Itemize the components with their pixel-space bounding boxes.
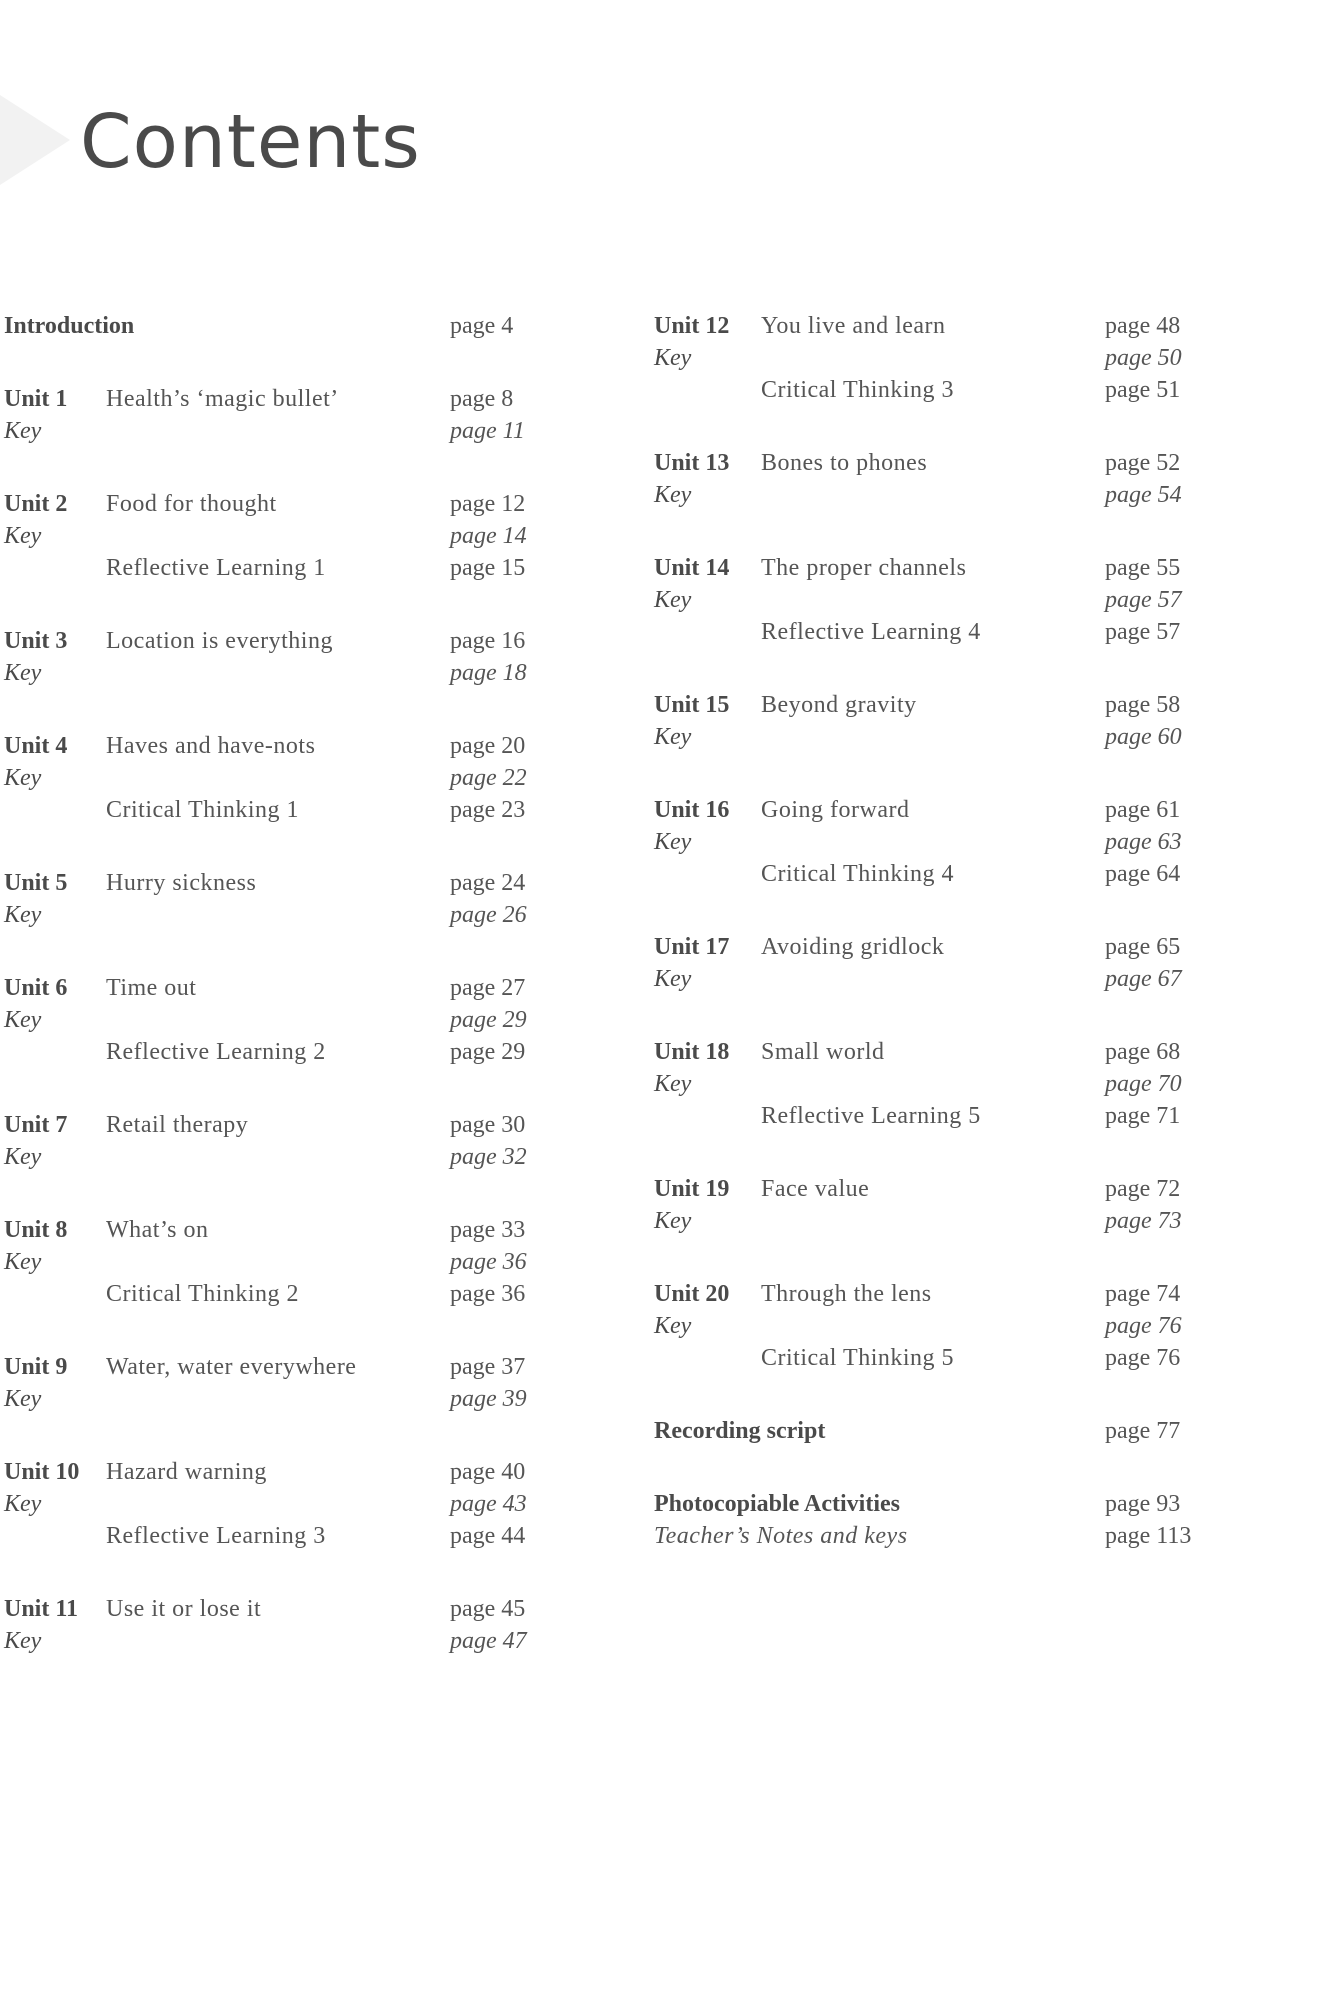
- unit-number: Unit 3: [4, 628, 68, 654]
- extra-section-page: page 29: [450, 1039, 526, 1065]
- unit-page: page 58: [1105, 692, 1181, 718]
- key-line: [4, 1004, 564, 1036]
- toc-entry-unit: [654, 931, 1214, 995]
- key-line: [4, 415, 564, 447]
- extra-section-line: [654, 858, 1214, 890]
- unit-page: page 48: [1105, 313, 1181, 339]
- key-label: Key: [654, 966, 692, 992]
- unit-page: page 74: [1105, 1281, 1181, 1307]
- unit-title: Hazard warning: [106, 1459, 267, 1485]
- key-page: page 14: [450, 523, 527, 549]
- unit-title: Going forward: [761, 797, 910, 823]
- unit-title: Avoiding gridlock: [761, 934, 945, 960]
- unit-title-line: [4, 1109, 564, 1141]
- unit-page: page 30: [450, 1112, 526, 1138]
- key-label: Key: [4, 1249, 42, 1275]
- toc-entry-unit: [654, 689, 1214, 753]
- extra-section-page: page 57: [1105, 619, 1181, 645]
- unit-number: Unit 12: [654, 313, 730, 339]
- toc-entry-unit: [4, 383, 564, 447]
- key-page: page 47: [450, 1628, 527, 1654]
- key-label: Key: [4, 1386, 42, 1412]
- key-page: page 70: [1105, 1071, 1182, 1097]
- contents-right-column: [654, 310, 1214, 1593]
- photocopiable-label: Photocopiable Activities: [654, 1491, 900, 1517]
- unit-title-line: [4, 1214, 564, 1246]
- key-label: Key: [654, 482, 692, 508]
- key-label: Key: [654, 829, 692, 855]
- unit-title-line: [4, 867, 564, 899]
- extra-section-title: Reflective Learning 3: [106, 1523, 326, 1549]
- extra-section-line: [654, 616, 1214, 648]
- key-page: page 36: [450, 1249, 527, 1275]
- unit-title: Time out: [106, 975, 197, 1001]
- unit-title-line: [654, 1036, 1214, 1068]
- toc-entry-unit: [654, 1173, 1214, 1237]
- key-line: [4, 1625, 564, 1657]
- unit-title-line: [4, 1593, 564, 1625]
- recording-script-label: Recording script: [654, 1418, 826, 1444]
- unit-title: Water, water everywhere: [106, 1354, 357, 1380]
- left-unit-list: [4, 383, 564, 1657]
- key-page: page 26: [450, 902, 527, 928]
- unit-number: Unit 4: [4, 733, 68, 759]
- key-line: [654, 479, 1214, 511]
- unit-number: Unit 18: [654, 1039, 730, 1065]
- unit-title-line: [4, 1456, 564, 1488]
- unit-title-line: [4, 488, 564, 520]
- unit-title: Face value: [761, 1176, 870, 1202]
- unit-page: page 61: [1105, 797, 1181, 823]
- unit-title: Hurry sickness: [106, 870, 257, 896]
- key-line: [654, 1310, 1214, 1342]
- unit-page: page 40: [450, 1459, 526, 1485]
- toc-entry-unit: [654, 1036, 1214, 1132]
- key-page: page 63: [1105, 829, 1182, 855]
- unit-number: Unit 10: [4, 1459, 80, 1485]
- unit-title: Haves and have-nots: [106, 733, 316, 759]
- unit-title-line: [4, 1351, 564, 1383]
- toc-entry-unit: [4, 1593, 564, 1657]
- unit-page: page 65: [1105, 934, 1181, 960]
- unit-page: page 24: [450, 870, 526, 896]
- toc-entry-unit: [4, 488, 564, 584]
- extra-section-title: Critical Thinking 2: [106, 1281, 300, 1307]
- key-label: Key: [654, 1313, 692, 1339]
- extra-section-line: [654, 1100, 1214, 1132]
- unit-title-line: [654, 447, 1214, 479]
- unit-title: Location is everything: [106, 628, 333, 654]
- key-page: page 57: [1105, 587, 1182, 613]
- unit-number: Unit 7: [4, 1112, 68, 1138]
- toc-entry-unit: [654, 1278, 1214, 1374]
- extra-section-line: [4, 794, 564, 826]
- key-label: Key: [654, 724, 692, 750]
- unit-title-line: [4, 730, 564, 762]
- key-label: Key: [4, 765, 42, 791]
- contents-left-column: [4, 310, 564, 1698]
- key-line: [654, 826, 1214, 858]
- toc-entry-unit: [654, 310, 1214, 406]
- key-label: Key: [4, 523, 42, 549]
- key-line: [654, 1068, 1214, 1100]
- key-page: page 43: [450, 1491, 527, 1517]
- key-line: [654, 342, 1214, 374]
- toc-entry-unit: [4, 1456, 564, 1552]
- key-page: page 29: [450, 1007, 527, 1033]
- key-page: page 76: [1105, 1313, 1182, 1339]
- unit-number: Unit 2: [4, 491, 68, 517]
- extra-section-title: Critical Thinking 4: [761, 861, 955, 887]
- extra-section-line: [4, 552, 564, 584]
- right-unit-list: [654, 310, 1214, 1374]
- key-label: Key: [4, 660, 42, 686]
- page-title: Contents: [80, 99, 421, 185]
- unit-title-line: [654, 552, 1214, 584]
- toc-entry-unit: [4, 1109, 564, 1173]
- extra-section-page: page 15: [450, 555, 526, 581]
- photocopiable-page: page 93: [1105, 1491, 1181, 1517]
- unit-page: page 55: [1105, 555, 1181, 581]
- key-line: [654, 721, 1214, 753]
- unit-page: page 72: [1105, 1176, 1181, 1202]
- unit-title-line: [4, 972, 564, 1004]
- extra-section-page: page 23: [450, 797, 526, 823]
- unit-page: page 8: [450, 386, 514, 412]
- key-line: [654, 584, 1214, 616]
- unit-title-line: [654, 689, 1214, 721]
- key-page: page 50: [1105, 345, 1182, 371]
- key-line: [4, 657, 564, 689]
- unit-title: Through the lens: [761, 1281, 932, 1307]
- unit-title-line: [654, 1278, 1214, 1310]
- extra-section-title: Reflective Learning 4: [761, 619, 981, 645]
- unit-number: Unit 6: [4, 975, 68, 1001]
- extra-section-title: Reflective Learning 2: [106, 1039, 326, 1065]
- unit-page: page 52: [1105, 450, 1181, 476]
- teachers-notes-page: page 113: [1105, 1523, 1192, 1549]
- extra-section-title: Critical Thinking 5: [761, 1345, 955, 1371]
- toc-entry-unit: [4, 972, 564, 1068]
- toc-entry-unit: [654, 447, 1214, 511]
- unit-number: Unit 16: [654, 797, 730, 823]
- key-line: [4, 899, 564, 931]
- extra-section-title: Reflective Learning 1: [106, 555, 326, 581]
- key-label: Key: [654, 345, 692, 371]
- unit-number: Unit 13: [654, 450, 730, 476]
- key-line: [4, 1383, 564, 1415]
- unit-page: page 12: [450, 491, 526, 517]
- key-page: page 22: [450, 765, 527, 791]
- key-label: Key: [4, 418, 42, 444]
- unit-title: Use it or lose it: [106, 1596, 262, 1622]
- key-label: Key: [4, 1144, 42, 1170]
- toc-entry-unit: [4, 625, 564, 689]
- key-page: page 67: [1105, 966, 1182, 992]
- unit-number: Unit 5: [4, 870, 68, 896]
- extra-section-page: page 51: [1105, 377, 1181, 403]
- toc-entry-unit: [4, 1214, 564, 1310]
- unit-title: Small world: [761, 1039, 885, 1065]
- introduction-label: Introduction: [4, 313, 135, 339]
- unit-page: page 33: [450, 1217, 526, 1243]
- key-line: [654, 1205, 1214, 1237]
- recording-script-page: page 77: [1105, 1418, 1181, 1444]
- key-line: [4, 1141, 564, 1173]
- extra-section-page: page 36: [450, 1281, 526, 1307]
- key-line: [654, 963, 1214, 995]
- toc-entry-introduction: [4, 310, 564, 342]
- extra-section-title: Reflective Learning 5: [761, 1103, 981, 1129]
- key-label: Key: [654, 1208, 692, 1234]
- unit-title-line: [654, 931, 1214, 963]
- unit-page: page 37: [450, 1354, 526, 1380]
- unit-title-line: [4, 625, 564, 657]
- unit-title: Bones to phones: [761, 450, 928, 476]
- unit-number: Unit 19: [654, 1176, 730, 1202]
- key-page: page 73: [1105, 1208, 1182, 1234]
- corner-triangle-decoration: [0, 95, 70, 185]
- key-page: page 39: [450, 1386, 527, 1412]
- unit-title-line: [654, 1173, 1214, 1205]
- unit-title-line: [654, 794, 1214, 826]
- unit-number: Unit 14: [654, 555, 730, 581]
- extra-section-page: page 64: [1105, 861, 1181, 887]
- unit-page: page 16: [450, 628, 526, 654]
- key-line: [4, 762, 564, 794]
- key-label: Key: [4, 1628, 42, 1654]
- key-line: [4, 1488, 564, 1520]
- key-page: page 18: [450, 660, 527, 686]
- toc-entry-unit: [4, 730, 564, 826]
- unit-title: Food for thought: [106, 491, 277, 517]
- toc-entry-photocopiable-activities: [654, 1488, 1214, 1552]
- extra-section-page: page 71: [1105, 1103, 1181, 1129]
- unit-page: page 20: [450, 733, 526, 759]
- unit-page: page 68: [1105, 1039, 1181, 1065]
- toc-entry-recording-script: [654, 1415, 1214, 1447]
- key-line: [4, 520, 564, 552]
- extra-section-page: page 44: [450, 1523, 526, 1549]
- extra-section-line: [4, 1520, 564, 1552]
- extra-section-line: [4, 1036, 564, 1068]
- unit-page: page 27: [450, 975, 526, 1001]
- toc-entry-unit: [4, 1351, 564, 1415]
- unit-title-line: [4, 383, 564, 415]
- toc-entry-unit: [654, 552, 1214, 648]
- key-label: Key: [4, 1007, 42, 1033]
- unit-number: Unit 11: [4, 1596, 79, 1622]
- unit-title: What’s on: [106, 1217, 209, 1243]
- unit-number: Unit 1: [4, 386, 68, 412]
- unit-title: Health’s ‘magic bullet’: [106, 386, 339, 412]
- key-page: page 11: [450, 418, 525, 444]
- extra-section-line: [654, 374, 1214, 406]
- unit-page: page 45: [450, 1596, 526, 1622]
- toc-entry-unit: [4, 867, 564, 931]
- unit-title: Retail therapy: [106, 1112, 249, 1138]
- extra-section-line: [4, 1278, 564, 1310]
- key-page: page 54: [1105, 482, 1182, 508]
- extra-section-line: [654, 1342, 1214, 1374]
- unit-title: You live and learn: [761, 313, 946, 339]
- key-label: Key: [4, 1491, 42, 1517]
- key-line: [4, 1246, 564, 1278]
- unit-number: Unit 20: [654, 1281, 730, 1307]
- teachers-notes-label: Teacher’s Notes and keys: [654, 1523, 908, 1549]
- introduction-page: page 4: [450, 313, 514, 339]
- extra-section-title: Critical Thinking 3: [761, 377, 955, 403]
- toc-entry-unit: [654, 794, 1214, 890]
- extra-section-title: Critical Thinking 1: [106, 797, 300, 823]
- unit-title: The proper channels: [761, 555, 967, 581]
- unit-number: Unit 15: [654, 692, 730, 718]
- key-page: page 60: [1105, 724, 1182, 750]
- unit-title: Beyond gravity: [761, 692, 917, 718]
- unit-number: Unit 17: [654, 934, 730, 960]
- unit-number: Unit 8: [4, 1217, 68, 1243]
- unit-title-line: [654, 310, 1214, 342]
- extra-section-page: page 76: [1105, 1345, 1181, 1371]
- key-label: Key: [654, 1071, 692, 1097]
- key-label: Key: [4, 902, 42, 928]
- unit-number: Unit 9: [4, 1354, 68, 1380]
- key-label: Key: [654, 587, 692, 613]
- key-page: page 32: [450, 1144, 527, 1170]
